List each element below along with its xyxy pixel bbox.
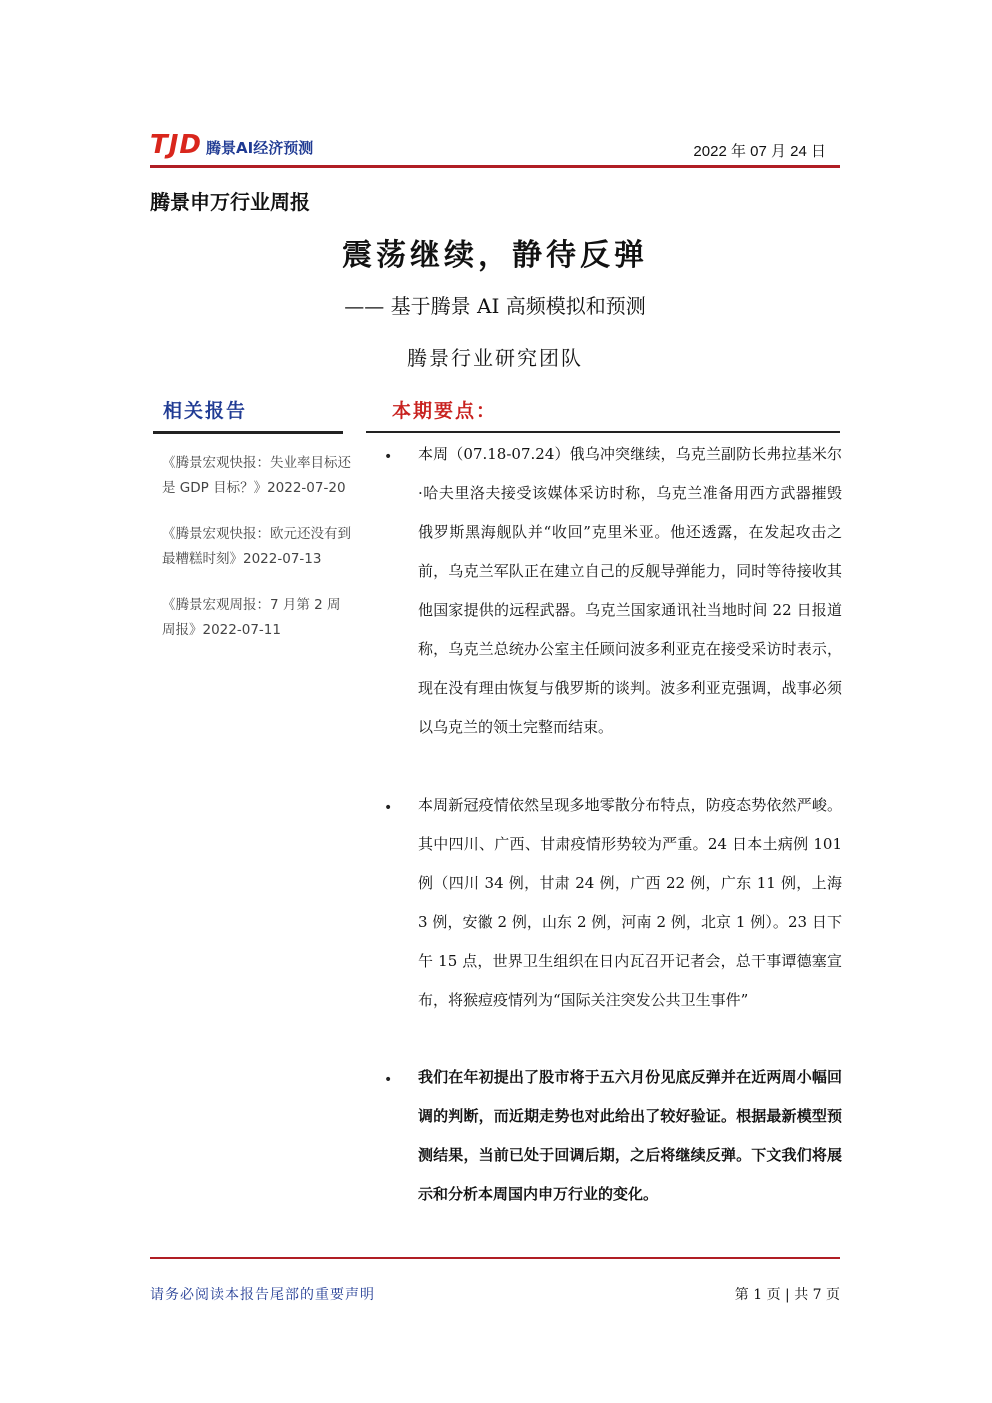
- key-points-divider: [366, 431, 840, 433]
- related-reports-heading: 相关报告: [163, 400, 248, 422]
- key-point-paragraph: 我们在年初提出了股市将于五六月份见底反弹并在近两周小幅回调的判断，而近期走势也对此给出了较好验证。根据最新模型预测结果，当前已处于回调后期，之后将继续反弹。下文我们将展示和分析本周国内申万行业的变化。: [418, 1068, 842, 1203]
- key-point-paragraph: 本周（07.18-07.24）俄乌冲突继续，乌克兰副防长弗拉基米尔·哈夫里洛夫接受该媒体采访时称，乌克兰准备用西方武器摧毁俄罗斯黑海舰队并“收回”克里米亚。他还透露，在发起攻击之前，乌克兰军队正在建立自己的反舰导弹能力，同时等待接收其他国家提供的远程武器。乌克兰国家通讯社当地时间 22 日报道称，乌克兰总统办公室主任顾问波多利亚克在接受采访时表示，现在没有理由恢复与俄罗斯的谈判。波多利亚克强调，战事必须以乌克兰的领土完整而结束。: [418, 445, 842, 736]
- related-reports-divider: [153, 431, 343, 434]
- bullet-icon: •: [384, 800, 393, 816]
- disclaimer-notice: 请务必阅读本报告尾部的重要声明: [150, 1287, 375, 1303]
- key-points-heading: 本期要点：: [392, 400, 498, 422]
- report-subtitle: —— 基于腾景 AI 高频模拟和预测: [344, 294, 646, 318]
- page-header: [150, 130, 840, 166]
- header-divider: [150, 165, 840, 168]
- footer-divider: [150, 1257, 840, 1259]
- page-number: 第 1 页 | 共 7 页: [734, 1287, 840, 1303]
- logo-name: 腾景AI经济预测: [206, 139, 314, 157]
- bullet-icon: •: [384, 1072, 393, 1088]
- key-point-paragraph: 本周新冠疫情依然呈现多地零散分布特点，防疫态势依然严峻。其中四川、广西、甘肃疫情形势较为严重。24 日本土病例 101 例（四川 34 例，甘肃 24 例，广西 22 例，广东 11 例，上海 3 例，安徽 2 例，山东 2 例，河南 2 例，北京 1 例）。23 日下午 15 点，世界卫生组织在日内瓦召开记者会，总干事谭德塞宣布，将猴痘疫情列为“国际关注突发公共卫生事件”: [418, 796, 842, 1009]
- report-date: 2022 年 07 月 24 日: [693, 143, 826, 160]
- related-report-link[interactable]: 《腾景宏观周报：7 月第 2 周周报》2022-07-11: [162, 597, 341, 638]
- author-team: 腾景行业研究团队: [407, 346, 583, 370]
- report-title: 震荡继续，静待反弹: [342, 238, 648, 273]
- related-report-link[interactable]: 《腾景宏观快报：欧元还没有到最糟糕时刻》2022-07-13: [162, 526, 351, 567]
- company-logo: [150, 130, 313, 160]
- series-title: 腾景申万行业周报: [150, 190, 310, 214]
- related-report-link[interactable]: 《腾景宏观快报：失业率目标还是 GDP 目标？》2022-07-20: [162, 455, 351, 496]
- logo-mark: TJD: [150, 130, 202, 160]
- bullet-icon: •: [384, 449, 393, 465]
